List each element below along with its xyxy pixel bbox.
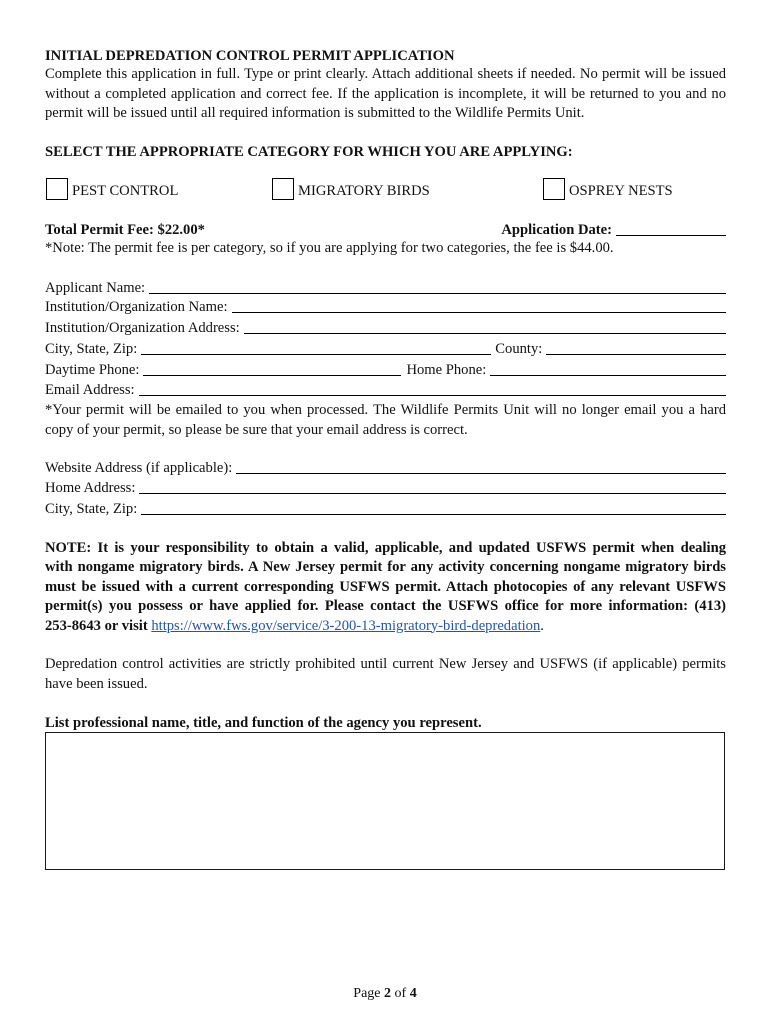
migratory-birds-label: MIGRATORY BIRDS	[298, 182, 430, 199]
total-permit-fee: Total Permit Fee: $22.00*	[45, 222, 205, 238]
email-note-line: *Your permit will be emailed to you when processed. The Wildlife Permits Unit will no longer email you a hard	[45, 402, 726, 418]
home-address-row	[45, 478, 726, 498]
website-label: Website Address (if applicable):	[45, 460, 233, 476]
home-city-state-zip-label: City, State, Zip:	[45, 501, 138, 517]
home-phone-label: Home Phone:	[406, 362, 487, 378]
form-title: INITIAL DEPREDATION CONTROL PERMIT APPLICATION	[45, 48, 455, 64]
organization-address-row	[45, 318, 726, 338]
applicant-name-field[interactable]	[149, 279, 726, 294]
city-state-zip-field[interactable]	[141, 340, 491, 355]
category-option-migratory-birds[interactable]	[272, 178, 430, 200]
county-field[interactable]	[546, 340, 726, 355]
applicant-name-label: Applicant Name:	[45, 280, 146, 296]
city-state-zip-label: City, State, Zip:	[45, 341, 138, 357]
county-label: County:	[495, 341, 543, 357]
organization-address-label: Institution/Organization Address:	[45, 320, 240, 336]
category-option-osprey-nests[interactable]	[543, 178, 673, 200]
email-field[interactable]	[139, 381, 726, 396]
applicant-name-row	[45, 278, 726, 298]
agency-heading: List professional name, title, and function of the agency you represent.	[45, 715, 482, 731]
restriction-line: Depredation control activities are strictly prohibited until current New Jersey and USFWS (if applicable) permits	[45, 656, 726, 672]
city-county-row	[45, 339, 726, 359]
home-city-state-zip-field[interactable]	[141, 500, 726, 515]
current-page-number: 2	[384, 986, 392, 1001]
email-note	[45, 400, 726, 440]
usfws-note-line: must be issued with a current corresponding USFWS permit. Attach photocopies of any relevant USFWS	[45, 578, 726, 595]
home-address-label: Home Address:	[45, 480, 136, 496]
application-date-label: Application Date:	[501, 222, 612, 238]
application-date-group	[501, 220, 726, 240]
agency-description-textarea[interactable]	[45, 732, 725, 870]
page-word: Page	[353, 986, 381, 1001]
fee-row	[45, 220, 726, 240]
email-row	[45, 380, 726, 400]
total-pages-number: 4	[409, 986, 417, 1001]
intro-line: without a completed application and correct fee. If the application is incomplete, it will be returned to you and no	[45, 85, 726, 102]
page-footer	[0, 984, 770, 1004]
daytime-phone-label: Daytime Phone:	[45, 362, 140, 378]
category-heading: SELECT THE APPROPRIATE CATEGORY FOR WHICH YOU ARE APPLYING:	[45, 144, 573, 160]
home-address-field[interactable]	[139, 479, 726, 494]
home-phone-field[interactable]	[490, 361, 726, 376]
organization-name-row	[45, 297, 726, 317]
application-date-field[interactable]	[616, 221, 726, 236]
restriction-paragraph	[45, 654, 726, 694]
migratory-birds-checkbox[interactable]	[272, 178, 294, 200]
osprey-nests-label: OSPREY NESTS	[569, 182, 673, 199]
of-word: of	[394, 986, 407, 1001]
organization-name-label: Institution/Organization Name:	[45, 299, 228, 315]
intro-line: permit will be issued until all required information is submitted to the Wildlife Permits Unit.	[45, 105, 585, 121]
usfws-phone-text: 253-8643 or visit	[45, 617, 152, 634]
email-note-line: copy of your permit, so please be sure that your email address is correct.	[45, 422, 468, 438]
email-label: Email Address:	[45, 382, 135, 398]
website-row	[45, 458, 726, 478]
usfws-note-last-line	[45, 617, 726, 636]
usfws-note-period: .	[540, 617, 544, 634]
usfws-depredation-link[interactable]: https://www.fws.gov/service/3-200-13-migratory-bird-depredation	[151, 617, 541, 634]
usfws-note-line: permit(s) you possess or have applied for. Please contact the USFWS office for more information: (413)	[45, 598, 726, 615]
restriction-line: have been issued.	[45, 676, 148, 692]
osprey-nests-checkbox[interactable]	[543, 178, 565, 200]
fee-note: *Note: The permit fee is per category, so if you are applying for two categories, the fee is $44.00.	[45, 240, 614, 256]
phone-row	[45, 360, 726, 380]
pest-control-checkbox[interactable]	[46, 178, 68, 200]
daytime-phone-field[interactable]	[143, 361, 401, 376]
usfws-note-line: NOTE: It is your responsibility to obtain a valid, applicable, and updated USFWS permit when dealing	[45, 540, 726, 556]
organization-address-field[interactable]	[244, 319, 726, 334]
website-field[interactable]	[236, 459, 726, 474]
category-option-pest-control[interactable]	[46, 178, 178, 200]
intro-paragraph	[45, 65, 726, 124]
pest-control-label: PEST CONTROL	[72, 182, 179, 199]
usfws-note	[45, 539, 726, 636]
intro-line: Complete this application in full. Type or print clearly. Attach additional sheets if needed. No permit will be issued	[45, 66, 726, 82]
home-city-row	[45, 499, 726, 519]
organization-name-field[interactable]	[232, 298, 726, 313]
usfws-note-line: with nongame migratory birds. A New Jersey permit for any activity concerning nongame migratory birds	[45, 559, 726, 576]
